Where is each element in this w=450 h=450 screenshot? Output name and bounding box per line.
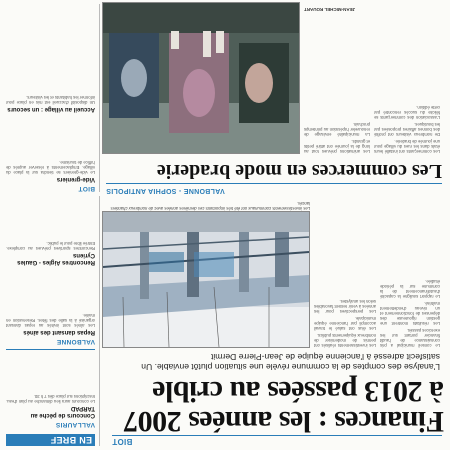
article1-headline: Finances : les années 2007 à 2013 passées au crible bbox=[123, 375, 444, 438]
section-label-biot: BIOT bbox=[112, 437, 133, 446]
section-label-valbonne-sophia: VALBONNE - SOPHIA ANTIPOLIS bbox=[106, 187, 225, 194]
brief-title-3: Vide-greniers bbox=[56, 176, 95, 182]
article1-body-col2: Les investissements réalisés ont permis de moderniser de nombreux équipements publics. Les élus ont salué le travail accompli par l'ancienne équipe municipale. Les perspectives pour les années à venir restent favorables selon les analystes. bbox=[314, 299, 376, 348]
brief-title-5: Accueil au village : un secours bbox=[7, 106, 95, 112]
article1-photo bbox=[102, 211, 310, 348]
valbonne-label: VALBONNE bbox=[56, 338, 95, 345]
vallauris-label: VALLAURIS bbox=[55, 421, 95, 428]
brief-body-2: Les aînés sont invités au repas dansant organisé à la salle des fêtes. Réservation en mairie. bbox=[6, 313, 95, 328]
brief-title-2: Repas dansant des aînés bbox=[23, 329, 95, 335]
brief-column-bottom bbox=[6, 4, 100, 192]
brief-title-1: Concours de pêche au TARPAD bbox=[30, 405, 95, 418]
article1-deck: L'analyse des comptes de la commune révèle une situation plutôt enviable. Un satisfecit adressé à l'ancienne équipe de Jean-Pierre Dermit bbox=[141, 352, 440, 372]
brief-body-1: Le concours aura lieu dimanche au plan d'eau. Inscriptions sur place dès 7 h 30. bbox=[6, 394, 95, 404]
brief-body-3: Le vide-greniers se tiendra sur la place du village. Emplacements à réserver auprès de l'office de tourisme. bbox=[6, 160, 95, 175]
article2-body-col1: Les commerçants ont installé leurs étals dans les rues du village pour une journée de braderie. De nombreux visiteurs ont profité des bonnes affaires proposées par les boutiques. L'association des commerçants se félicite du succès rencontré par cette édition. bbox=[374, 105, 440, 154]
en-bref-label: EN BREF bbox=[6, 434, 95, 446]
section-header-valbonne bbox=[106, 183, 442, 194]
article2-photo bbox=[102, 2, 300, 154]
biot-label-lower: BIOT bbox=[78, 185, 95, 192]
brief-divider bbox=[6, 349, 95, 350]
brief-body-5: Un dispositif d'accueil est mis en place pour informer les habitants et les visiteurs. bbox=[6, 95, 95, 105]
article2-body-col2: Les animations prévues tout au long de la journée ont attiré petits et grands. La municipalité envisage de renouveler l'opération au printemps prochain. bbox=[304, 122, 370, 154]
brief-title-4: Rencontres Aigles - Gaules Cyriens bbox=[17, 252, 95, 265]
article1-body-col1: Le conseil municipal a pris connaissance de l'audit financier portant sur les exercices passés. Les résultats montrent une gestion rigoureuse des dépenses de fonctionnement et un niveau d'endettement maîtrisé. Le rapport souligne la capacité d'autofinancement de la commune sur la période étudiée. bbox=[380, 279, 440, 348]
brief-body-4: Rencontres sportives prévues au complexe. Entrée libre pour le public. bbox=[6, 241, 95, 251]
brief-column-top bbox=[6, 196, 100, 446]
article2-headline: Les commerces en mode braderie bbox=[156, 160, 442, 182]
article2-signature: JEAN-MICHEL ROUART bbox=[304, 7, 356, 12]
article1-photo-caption: Les investissements communaux ont été très importants ces dernières années avec de nombreux chantiers lancés. bbox=[110, 201, 310, 211]
